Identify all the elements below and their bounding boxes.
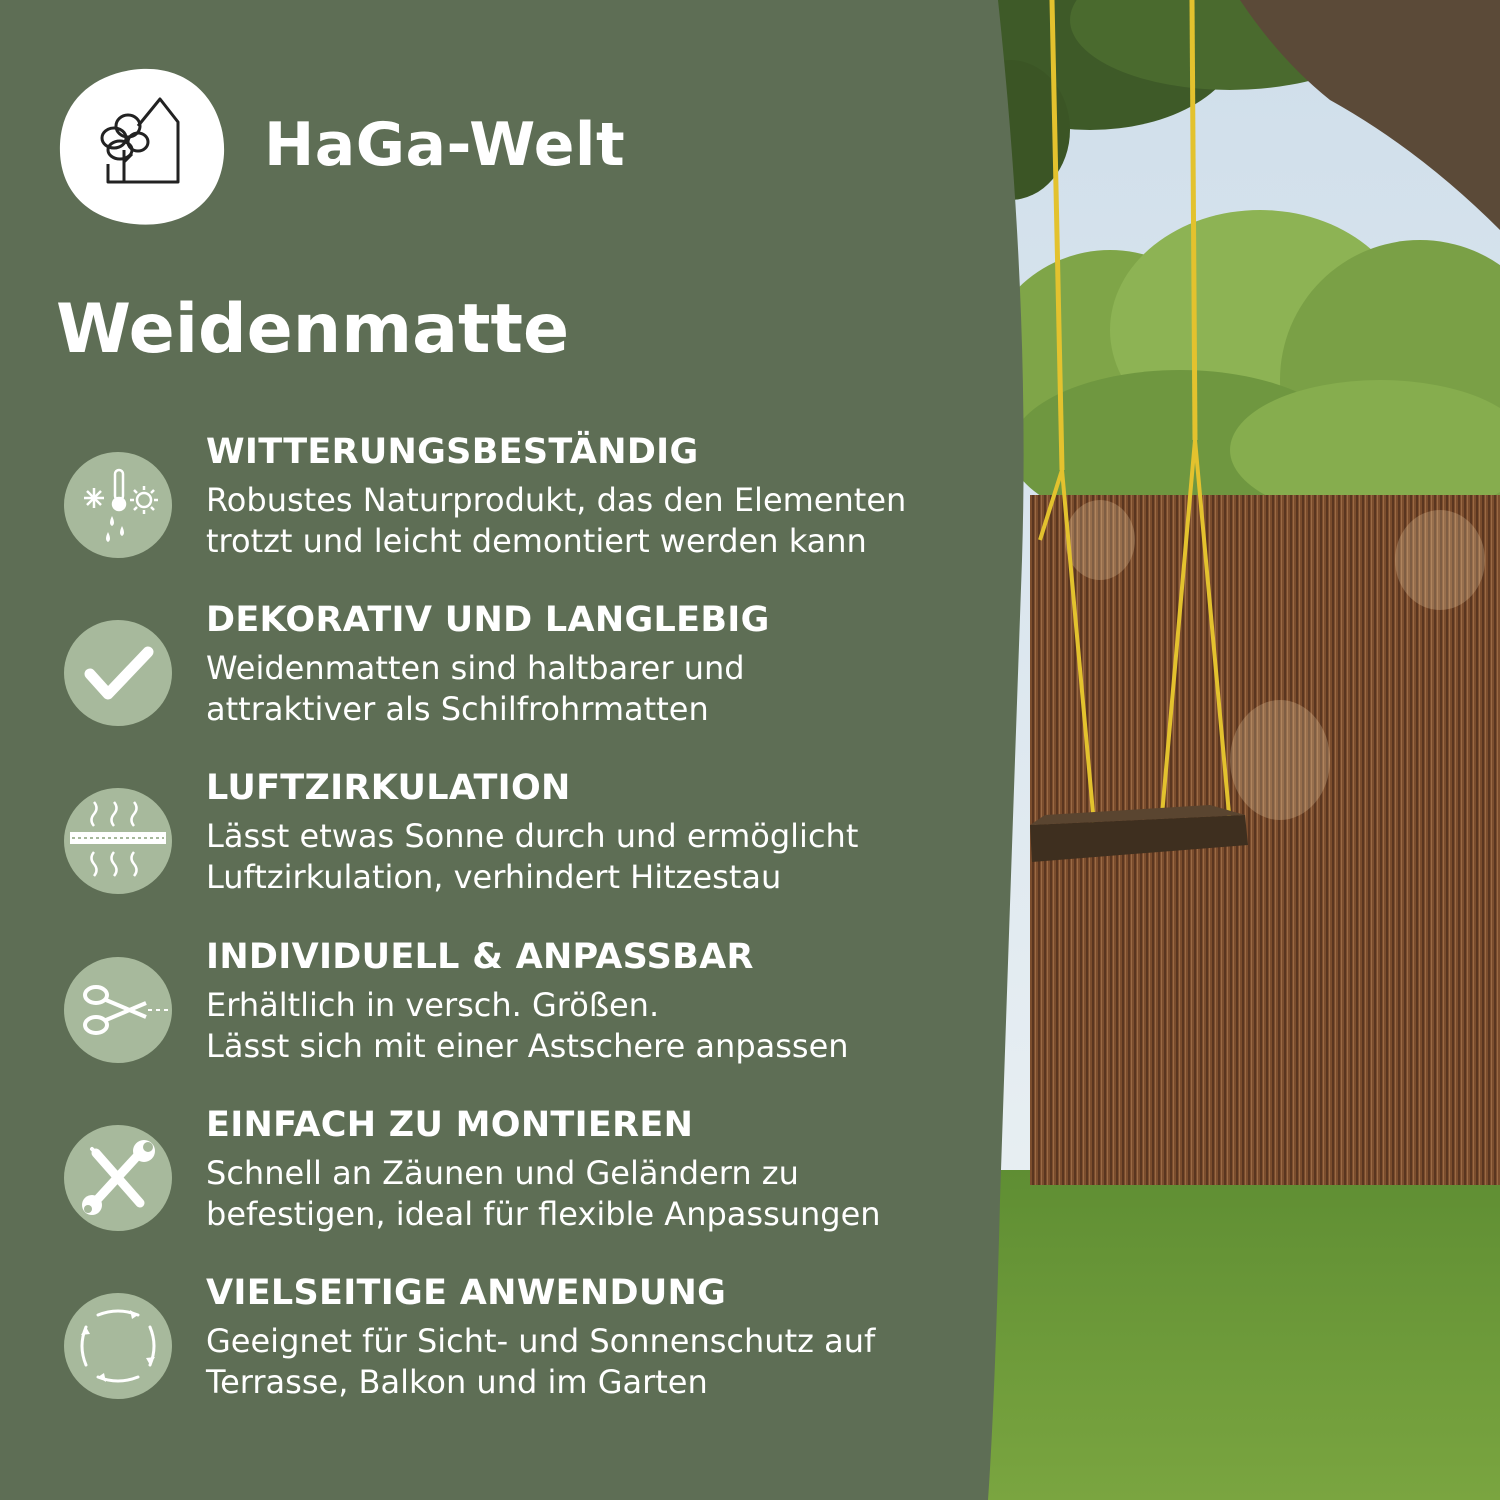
feature-heading: WITTERUNGSBESTÄNDIG bbox=[206, 432, 699, 472]
air-circulation-icon bbox=[62, 786, 174, 896]
feature-item bbox=[0, 600, 990, 750]
feature-heading: DEKORATIV UND LANGLEBIG bbox=[206, 600, 770, 640]
feature-description: Robustes Naturprodukt, das den Elementen trotzt und leicht demontiert werden kann bbox=[206, 481, 907, 560]
product-title: Weidenmatte bbox=[56, 290, 570, 369]
feature-item bbox=[0, 768, 990, 918]
feature-description: Lässt etwas Sonne durch und ermöglicht Luftzirkulation, verhindert Hitzestau bbox=[206, 817, 859, 896]
feature-item bbox=[0, 1273, 990, 1423]
feature-item bbox=[0, 432, 990, 582]
weather-icon bbox=[62, 450, 174, 560]
checkmark-icon bbox=[62, 618, 174, 728]
feature-heading: LUFTZIRKULATION bbox=[206, 768, 571, 808]
feature-description: Erhältlich in versch. Größen. Lässt sich mit einer Astschere anpassen bbox=[206, 986, 849, 1065]
feature-heading: EINFACH ZU MONTIEREN bbox=[206, 1105, 694, 1145]
feature-item bbox=[0, 937, 990, 1087]
feature-description: Geeignet für Sicht- und Sonnenschutz auf Terrasse, Balkon und im Garten bbox=[206, 1322, 876, 1401]
tree-house-icon bbox=[56, 64, 226, 229]
feature-item bbox=[0, 1105, 990, 1255]
tools-icon bbox=[62, 1123, 174, 1233]
feature-description: Schnell an Zäunen und Geländern zu befestigen, ideal für flexible Anpassungen bbox=[206, 1154, 881, 1233]
feature-heading: VIELSEITIGE ANWENDUNG bbox=[206, 1273, 727, 1313]
feature-heading: INDIVIDUELL & ANPASSBAR bbox=[206, 937, 754, 977]
brand-name: HaGa-Welt bbox=[264, 110, 626, 180]
scissors-icon bbox=[62, 955, 174, 1065]
cycle-arrows-icon bbox=[62, 1291, 174, 1401]
feature-description: Weidenmatten sind haltbarer und attraktiver als Schilfrohrmatten bbox=[206, 649, 745, 728]
